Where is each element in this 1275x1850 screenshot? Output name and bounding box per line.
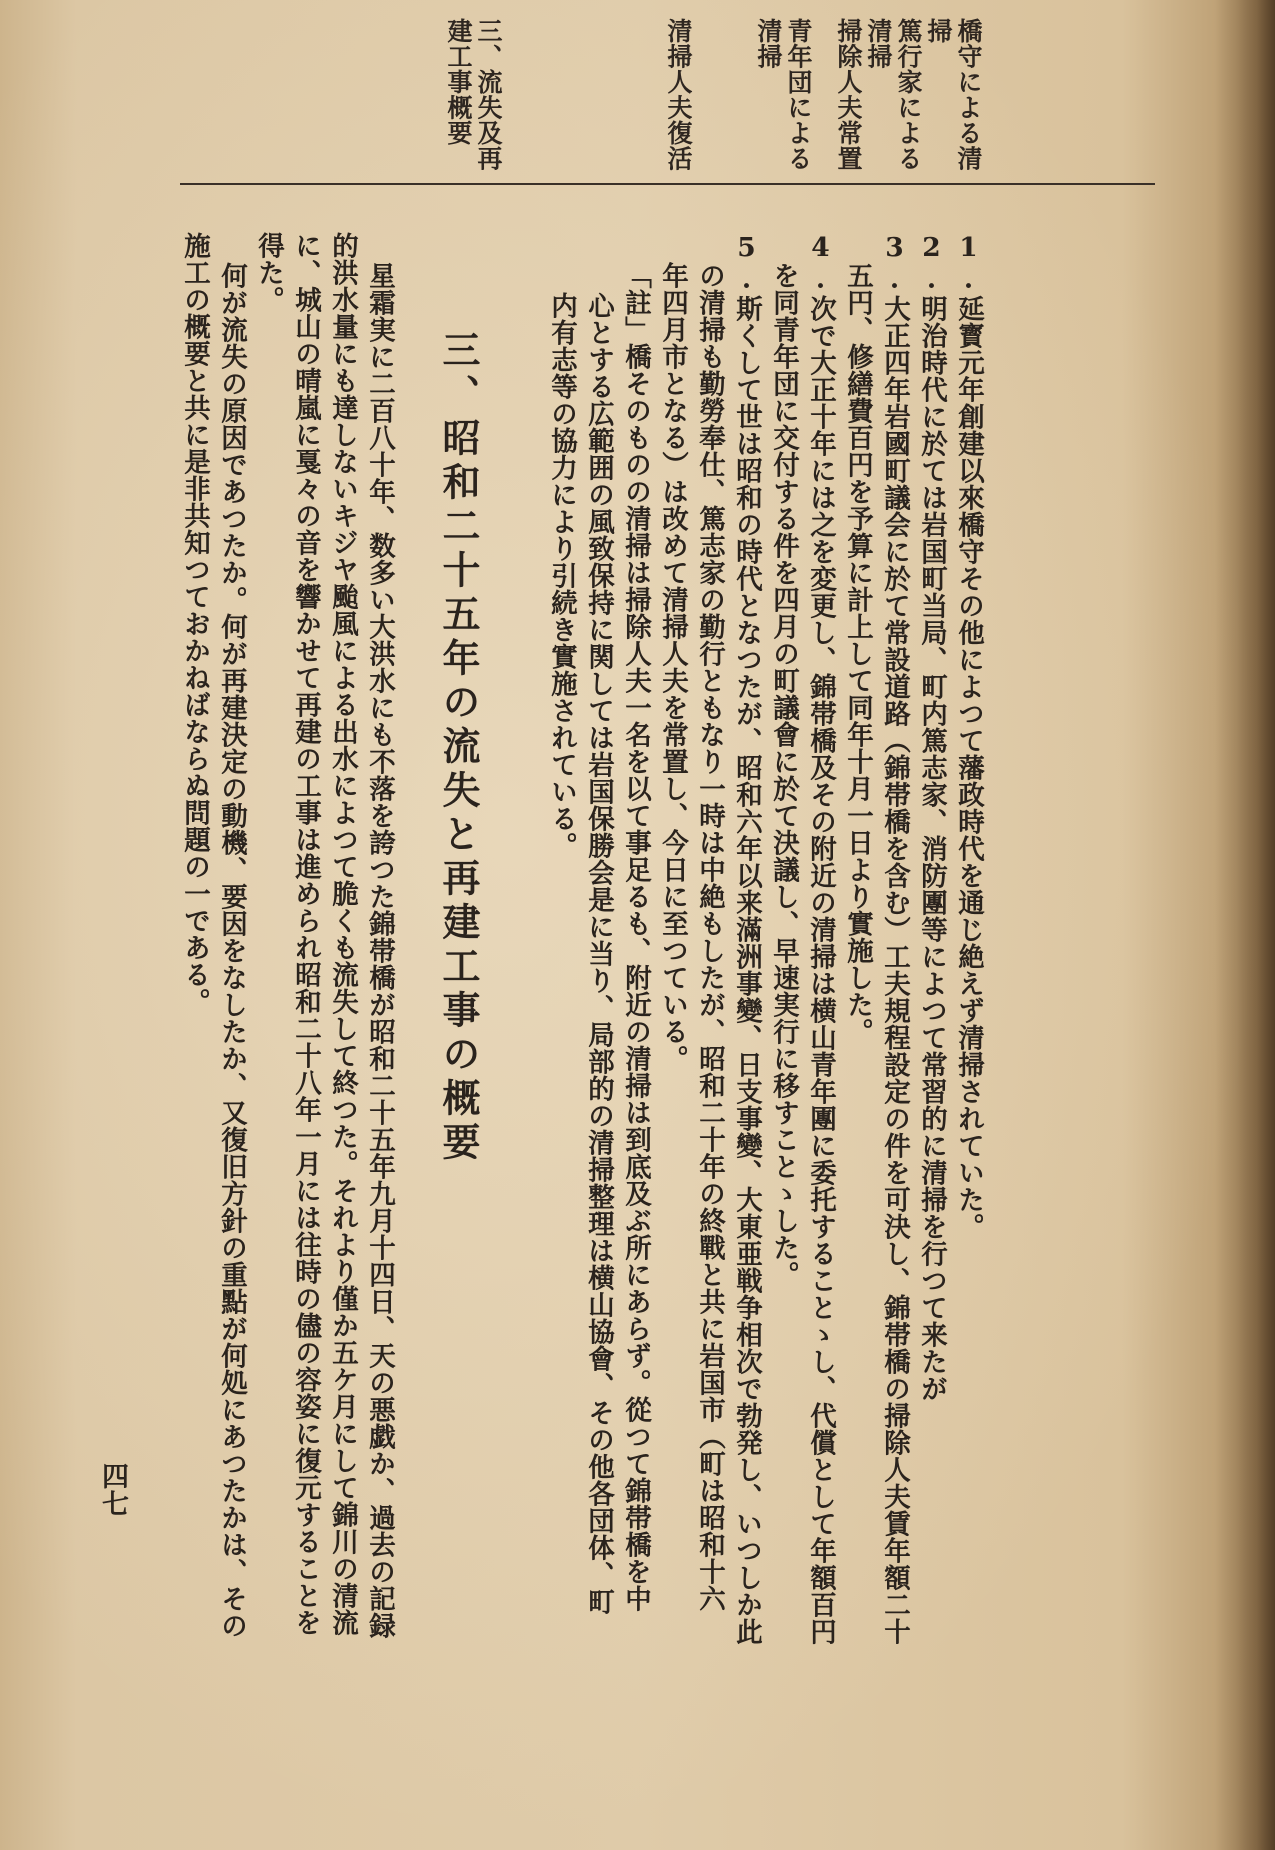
list-item-5: 5.斯くして世は昭和の時代となつたが、昭和六年以来滿洲事變、日支事變、大東亜戦争相次で勃発し、いつしか此 <box>731 232 762 1645</box>
paragraph-line-6: 施工の概要と共に是非共知つておかねばならぬ問題の一である。 <box>179 232 210 1015</box>
header-note-2b: 清掃 <box>864 18 893 69</box>
note-line-3: 内有志等の協力により引続き實施されている。 <box>546 292 577 859</box>
list-item-3: 3.大正四年岩國町議会に於て常設道路（錦帯橋を含む）工夫規程設定の件を可決し、錦帯橋の掃除人夫賃年額二十 <box>879 232 910 1645</box>
header-note-1: 橋守による清 <box>954 18 983 171</box>
header-note-3: 掃除人夫常置 <box>834 18 863 171</box>
note-line-1: 「註」橋そのものの清掃は掃除人夫一名を以て事足るも、附近の清掃は到底及ぶ所にあらず。從つて錦帯橋を中 <box>620 262 651 1612</box>
note-line-2: 心とする広範囲の風致保持に関しては岩国保勝会是に当り、局部的の清掃整理は横山協會、その他各団体、町 <box>583 292 614 1615</box>
paragraph-line-3: に、城山の晴嵐に戛々の音を響かせて再建の工事は進められ昭和二十八年一月には往時の儘の容姿に復元することを <box>290 232 321 1636</box>
binding-shadow <box>1215 0 1275 1850</box>
list-item-2: 2.明治時代に於ては岩国町当局、町内篤志家、消防團等によつて常習的に清掃を行つて来たが <box>916 232 947 1402</box>
list-item-3-cont: 五円、修繕費百円を予算に計上して同年十月一日より實施した。 <box>842 262 873 1045</box>
header-note-6b: 建工事概要 <box>444 18 473 146</box>
header-note-5: 清掃人夫復活 <box>664 18 693 171</box>
page-number: 四七 <box>97 1462 128 1517</box>
header-divider <box>180 183 1155 185</box>
list-item-4-cont: を同青年団に交付する件を四月の町議會に於て決議し、早速実行に移すことゝした。 <box>768 262 799 1288</box>
paragraph-line-5: 何が流失の原因であつたか。何が再建決定の動機、要因をなしたか、又復旧方針の重點が何処にあつたかは、その <box>216 262 247 1639</box>
header-note-1b: 掃 <box>924 18 953 44</box>
section-heading: 三、昭和二十五年の流失と再建工事の概要 <box>436 330 481 1166</box>
paragraph-line-2: 的洪水量にも達しないキジヤ颱風による出水によつて脆くも流失して終つた。それより僅か五ケ月にして錦川の清流 <box>327 232 358 1636</box>
header-note-6: 三、流失及再 <box>474 18 503 171</box>
header-note-2: 篤行家による <box>894 18 923 171</box>
list-item-4: 4.次で大正十年には之を変更し、錦帯橋及その附近の清掃は横山青年團に委托することゝし、代償として年額百円 <box>805 232 836 1645</box>
header-note-4b: 清掃 <box>754 18 783 69</box>
list-item-5-cont1: の清掃も勤勞奉仕、篤志家の勤行ともなり一時は中絶もしたが、昭和二十年の終戰と共に岩国市（町は昭和十六 <box>694 262 725 1612</box>
paragraph-line-1: 星霜実に二百八十年、数多い大洪水にも不落を誇つた錦帯橋が昭和二十五年九月十四日、天の悪戯か、過去の記録 <box>364 262 395 1639</box>
list-item-1: 1.延寳元年創建以來橋守その他によつて藩政時代を通じ絶えず清掃されていた。 <box>953 232 984 1240</box>
paragraph-line-4: 得た。 <box>253 232 284 313</box>
list-item-5-cont2: 年四月市となる）は改めて清掃人夫を常置し、今日に至つている。 <box>657 262 688 1072</box>
header-note-4: 青年団による <box>784 18 813 171</box>
